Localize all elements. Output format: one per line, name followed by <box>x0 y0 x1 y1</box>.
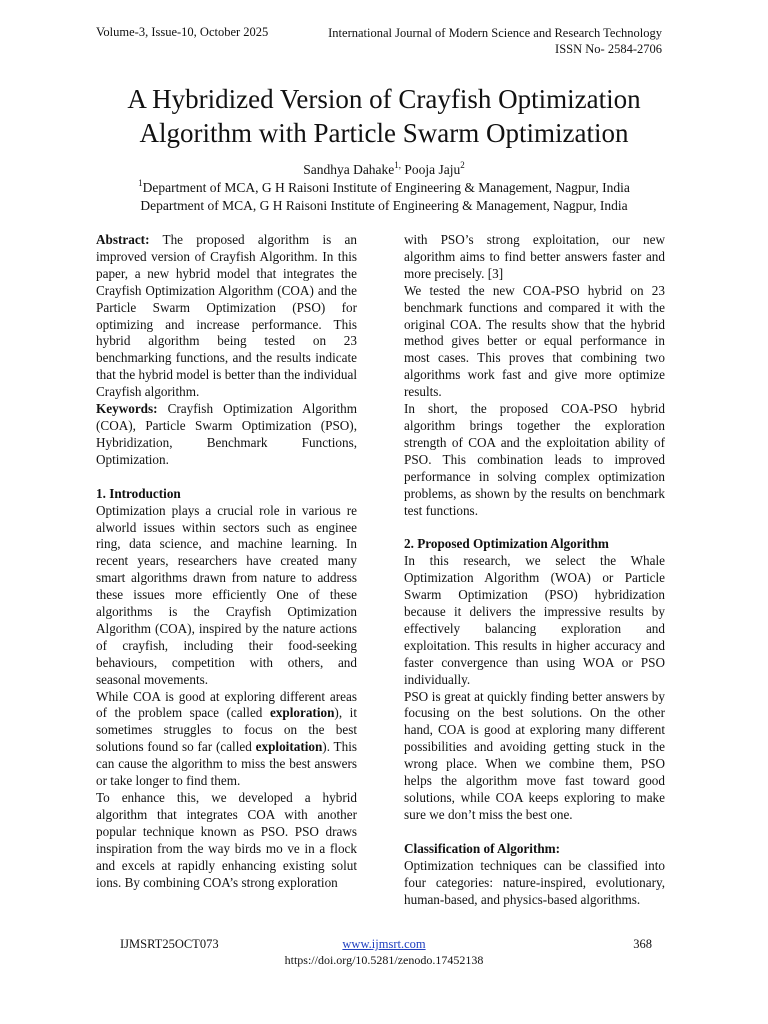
section-heading-introduction: 1. Introduction <box>96 485 181 501</box>
intro-p2-bold-exploitation: exploitation <box>255 739 323 755</box>
footer-url-wrap <box>0 937 768 952</box>
intro-p2-text-c: ), it sometimes struggles to focus on the best solutions found so far (called <box>96 705 357 755</box>
affiliation-1-text: Department of MCA, G H Raisoni Institute of Engineering & Management, Nagpur, India <box>142 180 630 195</box>
title-line-2: Algorithm with Particle Swarm Optimization <box>139 118 629 148</box>
footer-doi: https://doi.org/10.5281/zenodo.17452138 <box>284 953 484 967</box>
title-line-1: A Hybridized Version of Crayfish Optimization <box>127 84 641 114</box>
paper-title <box>60 82 708 150</box>
intro-p2-bold-exploration: exploration <box>269 705 335 721</box>
section-heading-proposed-algorithm: 2. Proposed Optimization Algorithm <box>404 536 609 552</box>
intro-paragraph-3a: To enhance this, we developed a hybrid algorithm that integrates COA with another popular technique known as PSO. PSO draws inspiration from the way birds mo ve in a flock <box>96 790 357 856</box>
footer-paper-id: IJMSRT25OCT073 <box>120 937 219 951</box>
author-list <box>0 162 768 178</box>
intro-paragraph-3b: and excels at rapidly enhancing existing solut ions. By combining COA’s strong exploration <box>96 857 357 890</box>
right-paragraph-2: We tested the new COA-PSO hybrid on 23 benchmark functions and compared it with the original COA. The results show that the hybrid method gives better or equal performance in most cases. This proves that combining two algorithms work fast and give more optimize results. <box>404 282 665 400</box>
right-paragraph-3: In short, the proposed COA-PSO hybrid algorithm brings together the exploration strength of COA and the exploitation ability of PSO. This combination leads to improved performance in solving complex optimization problems, as shown by the results on benchmark test functions. <box>404 401 665 518</box>
header-journal: International Journal of Modern Science and Research Technology <box>328 26 662 40</box>
right-column <box>404 232 665 908</box>
right-paragraph-5: PSO is great at quickly finding better answers by focusing on the best solutions. On the other hand, COA is good at exploring many different possibilities and avoiding getting stuck in the wrong place. When we combine them, PSO helps the algorithm move fast toward good solutions, while COA keeps exploring to make sure we don’t miss the best one. <box>404 688 665 822</box>
affiliation-1-sup: 1 <box>138 178 143 188</box>
affiliation-2: Department of MCA, G H Raisoni Institute of Engineering & Management, Nagpur, India <box>140 198 628 213</box>
abstract <box>96 232 357 401</box>
affiliation-1 <box>0 180 768 196</box>
keywords-text: Crayfish Optimization Algorithm (COA), Particle Swarm Optimization (PSO), Hybridization, Benchmark Functions, Optimization. <box>96 401 357 467</box>
author-2: Pooja Jaju <box>401 162 461 177</box>
intro-p2-text-a: While COA is good at exploring different areas of the problem space (called <box>96 688 357 721</box>
keywords-label: Keywords: <box>96 401 158 417</box>
right-paragraph-6: Optimization techniques can be classified into four categories: nature-inspired, evolutionary, human-based, and physics-based algorithms. <box>404 857 665 907</box>
abstract-label: Abstract: <box>96 232 150 247</box>
header-journal-block <box>328 25 662 57</box>
intro-paragraph-1: Optimization plays a crucial role in various re alworld issues within sectors such as enginee ring, data science, and machine learning. In recent years, researchers have created many smart algorithms drawn from nature to address these issues more efficiently One of these algorithms is the Crayfish Optimization Algorithm (COA), inspired by the nature actions of crayfish, including their food-seeking behaviours, competition with others, and seasonal movements. <box>96 502 357 687</box>
header-volume: Volume-3, Issue-10, October 2025 <box>96 25 269 39</box>
author-1: Sandhya Dahake <box>303 162 395 177</box>
footer-page-number: 368 <box>633 937 652 951</box>
intro-paragraph-2 <box>96 689 357 790</box>
abstract-text: The proposed algorithm is an improved version of Crayfish Algorithm. In this paper, a new hybrid model that integrates the Crayfish Optimization Algorithm (COA) and the Particle Swarm Optimization (PSO) for optimizing and increase performance. This hybrid algorithm being tested on 23 benchmarking functions, and the results indicate that the hybrid model is better than the individual Crayfish algorithm. <box>96 232 357 400</box>
intro-p2-text-e: ). This can cause the algorithm to miss the best answers or take longer to find them. <box>96 739 357 789</box>
subheading-classification: Classification of Algorithm: <box>404 840 561 856</box>
author-2-sup: 2 <box>460 160 465 170</box>
right-paragraph-4: In this research, we select the Whale Optimization Algorithm (WOA) or Particle Swarm Optimization (PSO) hybridization because it delivers the impressive results by effectively balancing exploration and exploitation. This results in higher accuracy and faster convergence than using WOA or PSO individually. <box>404 553 665 687</box>
left-column <box>96 232 357 891</box>
author-1-sup: 1, <box>394 160 402 170</box>
right-paragraph-1: with PSO’s strong exploitation, our new algorithm aims to find better answers faster and more precisely. [3] <box>404 232 665 281</box>
footer-url-link[interactable]: www.ijmsrt.com <box>342 937 426 951</box>
header-issn: ISSN No- 2584-2706 <box>555 42 662 56</box>
keywords <box>96 401 357 469</box>
